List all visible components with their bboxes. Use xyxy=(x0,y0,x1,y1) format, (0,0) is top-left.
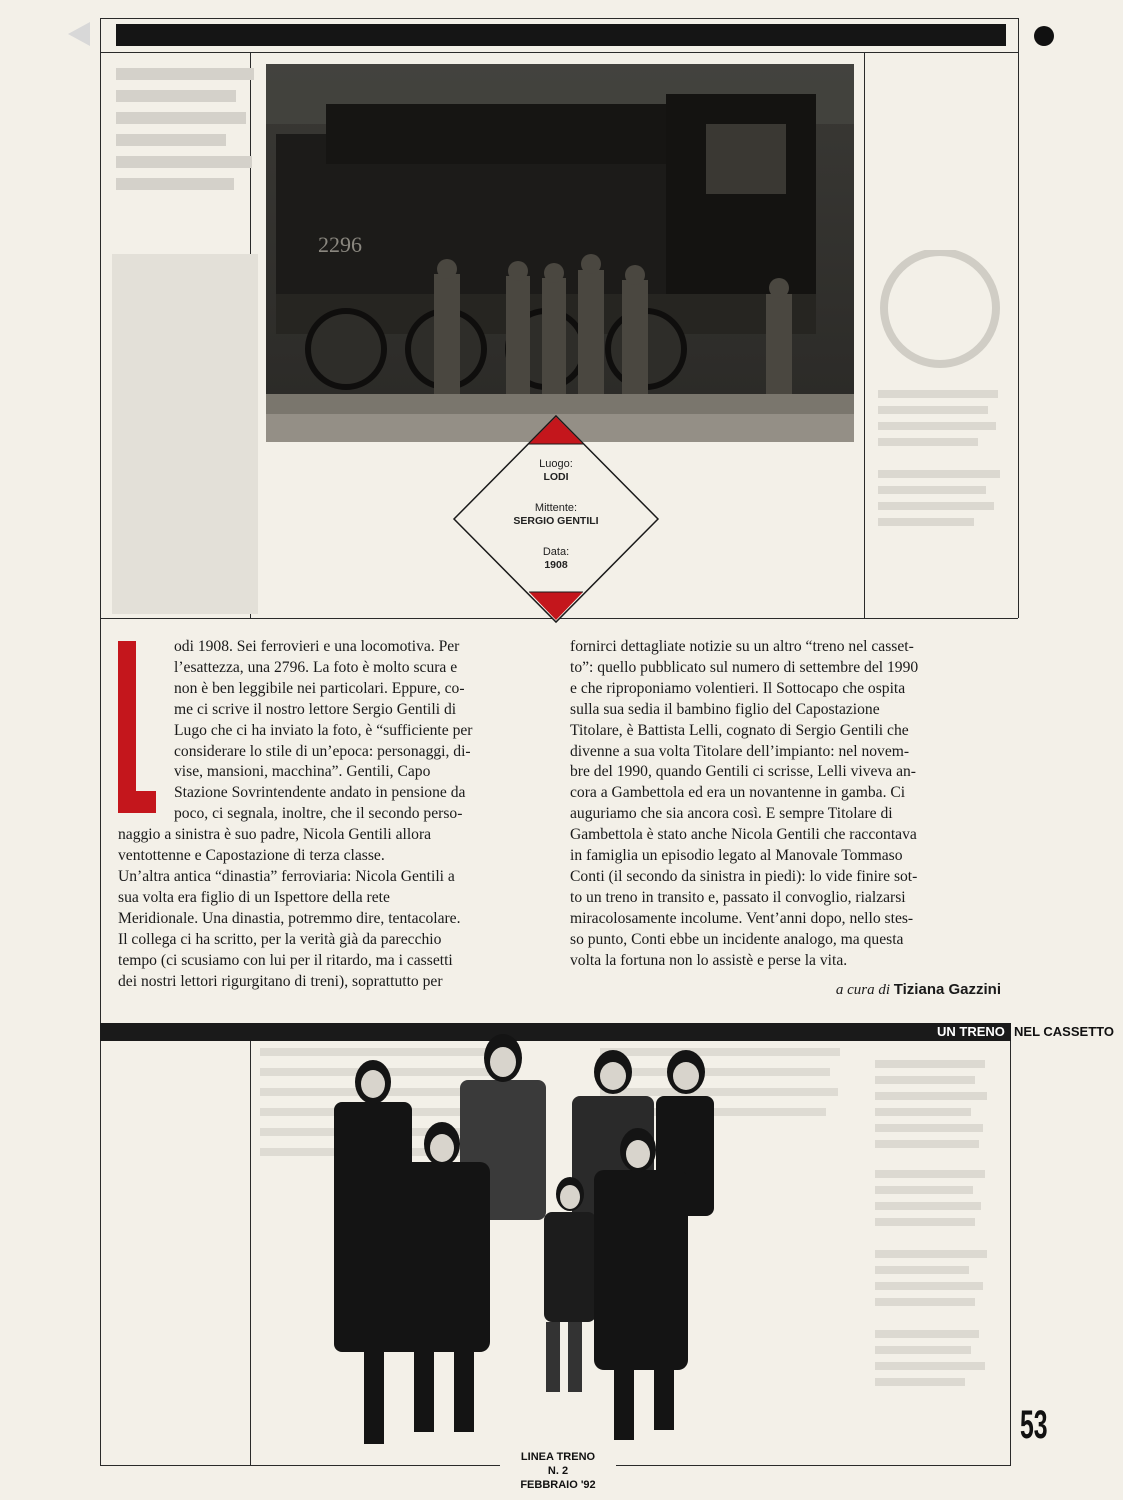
col2-line: so punto, Conti ebbe un incidente analogo, ma questa xyxy=(570,930,904,948)
article-body xyxy=(118,637,1010,1007)
group-photo xyxy=(294,1032,714,1446)
col1-line: poco, ci segnala, inoltre, che il secondo perso- xyxy=(174,805,463,823)
page-number: 53 xyxy=(1020,1403,1048,1447)
col2-line: fornirci dettagliate notizie su un altro “treno nel casset- xyxy=(570,638,914,655)
col1-line: l’esattezza, una 2796. La foto è molto scura e xyxy=(174,658,458,676)
col2-line: bre del 1990, quando Gentili ci scrisse, Lelli viveva an- xyxy=(570,763,916,781)
col2-line: volta la fortuna non lo assistè e perse la vita. xyxy=(570,951,848,969)
col1-line: considerare lo stile di un’epoca: personaggi, di- xyxy=(174,742,471,760)
footer-title: LINEA TRENO xyxy=(520,1451,596,1463)
col1-line: Stazione Sovrintendente andato in pensione da xyxy=(174,784,466,802)
frame-bottom-left-line xyxy=(100,1465,500,1466)
footer-issue: N. 2 xyxy=(547,1465,569,1477)
section-label-secondary: NEL CASSETTO xyxy=(1011,1023,1117,1041)
col1-line: dei nostri lettori rigurgitano di treni), soprattutto per xyxy=(118,972,443,990)
col1-line: Lugo che ci ha inviato la foto, è “sufficiente per xyxy=(174,721,473,739)
col2-line: e che riproponiamo volentieri. Il Sottocapo che ospita xyxy=(570,679,906,697)
luogo-value: LODI xyxy=(543,471,569,483)
col1-line: vise, mansioni, macchina”. Gentili, Capo xyxy=(174,763,431,781)
col1-line: me ci scrive il nostro lettore Sergio Gentili di xyxy=(174,700,457,718)
mittente-label: Mittente: xyxy=(534,502,578,514)
info-mittente xyxy=(486,502,626,528)
col2-line: Titolare, è Battista Lelli, cognato di Sergio Gentili che xyxy=(570,721,909,739)
col2-line: sulla sua sedia il bambino figlio del Capostazione xyxy=(570,700,880,718)
col2-line: in famiglia un episodio legato al Manovale Tommaso xyxy=(570,847,903,865)
frame-left-line xyxy=(100,18,101,1465)
info-luogo xyxy=(486,458,626,484)
col2-line: to un treno in transito e, passato il convoglio, rialzarsi xyxy=(570,888,906,906)
data-value: 1908 xyxy=(544,559,568,571)
showthrough-left-texture xyxy=(110,64,260,614)
loco-number-text: 2296 xyxy=(318,232,362,257)
data-label: Data: xyxy=(542,546,570,558)
col1-line: tempo (ci scusiamo con lui per il ritardo, ma i cassetti xyxy=(118,951,453,969)
col1-line: Meridionale. Una dinastia, potremmo dire, tentacolare. xyxy=(118,909,461,927)
mittente-value: SERGIO GENTILI xyxy=(513,515,599,527)
frame-top-line xyxy=(100,18,1018,19)
article-column-1 xyxy=(118,637,550,992)
frame-bottom-right-line xyxy=(616,1465,1011,1466)
col2-line: Conti (il secondo da sinistra in piedi): lo vide finire sot- xyxy=(570,867,918,885)
credit-author: Tiziana Gazzini xyxy=(893,981,1001,998)
col1-line: non è ben leggibile nei particolari. Eppure, co- xyxy=(174,679,465,697)
col1-line: Il collega ci ha scritto, per la verità già da parecchio xyxy=(118,930,442,948)
col2-line: Gambettola è stato anche Nicola Gentili che raccontava xyxy=(570,826,917,844)
col2-line: miracolosamente incolume. Vent’anni dopo, nello stes- xyxy=(570,909,914,927)
col2-line: cora a Gambettola ed era un novantenne in gamba. Ci xyxy=(570,784,906,802)
article-column-2 xyxy=(570,637,1011,972)
frame-header-line xyxy=(100,52,1018,53)
magazine-footer xyxy=(500,1450,616,1492)
col1-line: sua volta era figlio di un Ispettore della rete xyxy=(118,888,390,906)
credit-prefix: a cura di xyxy=(835,982,890,998)
frame-lower-left-line xyxy=(250,1041,251,1465)
header-bar xyxy=(116,24,1006,46)
col1-line: odi 1908. Sei ferrovieri e una locomotiva. Per xyxy=(174,638,460,655)
section-label-primary: UN TRENO xyxy=(937,1024,1005,1039)
footer-date: FEBBRAIO '92 xyxy=(520,1479,596,1491)
frame-lower-right-line xyxy=(1010,1041,1011,1465)
col2-line: to”: quello pubblicato sul numero di settembre del 1990 xyxy=(570,658,919,676)
col1-line: ventottenne e Capostazione di terza classe. xyxy=(118,847,385,865)
luogo-label: Luogo: xyxy=(539,458,573,470)
col1-line: naggio a sinistra è suo padre, Nicola Gentili allora xyxy=(118,826,432,844)
col2-line: auguriamo che sia ancora così. E sempre Titolare di xyxy=(570,805,893,823)
page-arrow-icon xyxy=(68,22,90,46)
frame-right-line xyxy=(1018,18,1019,618)
locomotive-photo xyxy=(266,64,854,442)
showthrough-lower-right-texture xyxy=(855,1050,1005,1450)
col1-line: Un’altra antica “dinastia” ferroviaria: Nicola Gentili a xyxy=(118,867,455,885)
article-credit xyxy=(600,981,1001,999)
frame-inner-right-line xyxy=(864,52,865,619)
col2-line: divenne a sua volta Titolare dell’impianto: nel novem- xyxy=(570,742,910,760)
showthrough-right-texture xyxy=(870,250,1010,615)
bullet-dot-icon xyxy=(1034,26,1054,46)
info-data xyxy=(486,546,626,572)
